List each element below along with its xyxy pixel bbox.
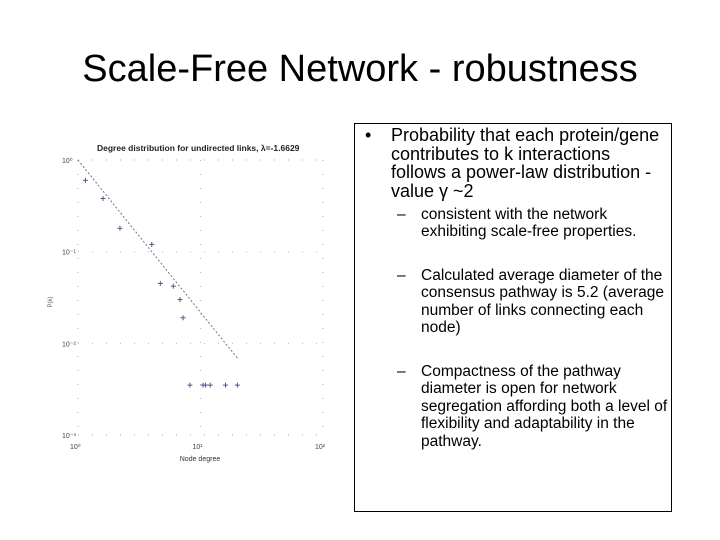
x-tick-label: 10² [315, 444, 326, 451]
y-tick-label: 10⁻¹ [62, 249, 76, 257]
fit-line-segment [78, 160, 237, 358]
bullet-mark: • [365, 125, 372, 145]
x-tick-label: 10¹ [192, 444, 203, 451]
sub-bullet-mark: – [397, 206, 406, 223]
data-point [149, 242, 154, 247]
sub-bullet-text: Compactness of the pathway diameter is open for network segregation affording both a level of flexibility and adaptability in the pathway. [421, 363, 668, 450]
data-point [83, 178, 88, 183]
data-point [187, 383, 192, 388]
data-points [83, 178, 240, 388]
data-point [203, 383, 208, 388]
degree-distribution-plot [40, 130, 340, 475]
data-point [158, 281, 163, 286]
y-tick-label: 10⁻² [62, 341, 76, 349]
sub-bullet-mark: – [397, 267, 406, 284]
slide-title: Scale-Free Network - robustness [82, 48, 638, 90]
sub-bullet-text: Calculated average diameter of the consensus pathway is 5.2 (average number of links connecting each node) [421, 267, 664, 337]
data-point [181, 315, 186, 320]
plot-grid [78, 160, 323, 435]
plot-title: Degree distribution for undirected links, λ=-1.6629 [97, 143, 300, 153]
sub-bullet-text: consistent with the network exhibiting scale-free properties. [421, 206, 637, 241]
y-tick-label: 10⁻³ [62, 433, 76, 440]
data-point [177, 297, 182, 302]
data-point [171, 284, 176, 289]
sub-bullet-mark: – [397, 363, 406, 380]
x-tick-label: 10⁰ [70, 444, 81, 451]
y-tick-label: 10⁰ [62, 158, 73, 165]
bullet-text: Probability that each protein/gene contributes to k interactions follows a power-law distribution - value γ ~2 [391, 125, 660, 201]
y-axis-label: P(k) [48, 296, 54, 308]
data-point [235, 383, 240, 388]
data-point [117, 226, 122, 231]
text-box [354, 123, 672, 512]
plot-svg [40, 130, 340, 475]
data-point [101, 196, 106, 201]
fit-line [78, 160, 237, 358]
x-axis-label: Node degree [179, 456, 221, 463]
data-point [223, 383, 228, 388]
data-point [208, 383, 213, 388]
